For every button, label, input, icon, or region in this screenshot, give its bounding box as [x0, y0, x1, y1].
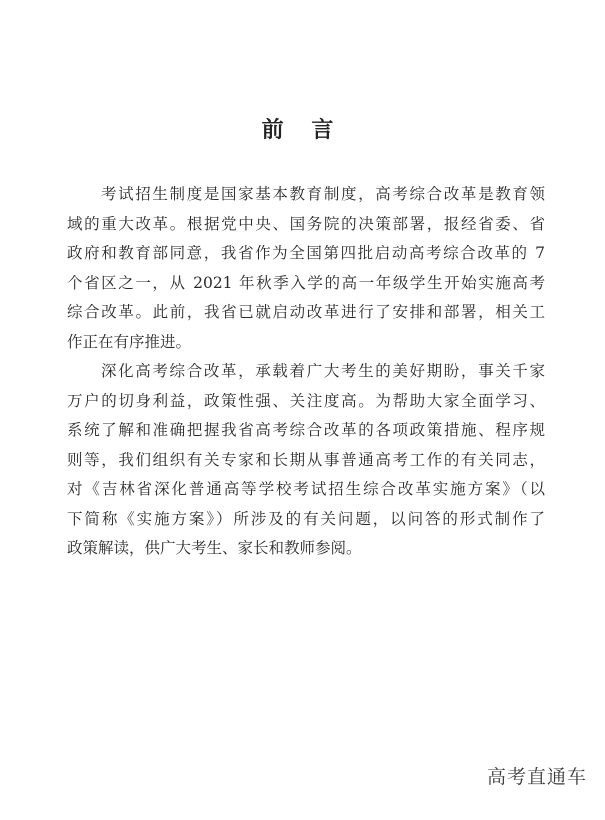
paragraph-2: [67, 357, 545, 564]
paragraph-line: 域的重大改革。根据党中央、国务院的决策部署，报经省委、省: [67, 214, 545, 233]
paragraph-line: 深化高考综合改革，承载着广大考生的美好期盼，事关千家: [101, 362, 545, 380]
paragraph-line: 政策解读，供广大考生、家长和教师参阅。: [67, 539, 362, 557]
paragraph-line: 对《吉林省深化普通高等学校考试招生综合改革实施方案》（以: [67, 480, 545, 498]
paragraph-line: 万户的切身利益，政策性强、关注度高。为帮助大家全面学习、: [67, 391, 545, 410]
paragraph-line: 个省区之一，从 2021 年秋季入学的高一年级学生开始实施高考: [67, 273, 545, 292]
body-text: [67, 180, 545, 564]
paragraph-line: 系统了解和准确把握我省高考综合改革的各项政策措施、程序规: [67, 421, 545, 439]
paragraph-line: 政府和教育部同意，我省作为全国第四批启动高考综合改革的 7: [67, 244, 545, 262]
page-title: 前 言: [261, 117, 344, 143]
watermark-text: 高考直通车: [486, 766, 587, 788]
paragraph-line: 下简称《实施方案》）所涉及的有关问题，以问答的形式制作了: [67, 509, 545, 528]
paragraph-line: 综合改革。此前，我省已就启动改革进行了安排和部署，相关工: [67, 303, 545, 321]
paragraph-line: 则等，我们组织有关专家和长期从事普通高考工作的有关同志，: [67, 450, 545, 469]
paragraph-line: 作正在有序推进。: [67, 332, 192, 351]
paragraph-1: [67, 180, 545, 357]
paragraph-line: 考试招生制度是国家基本教育制度，高考综合改革是教育领: [101, 185, 545, 203]
